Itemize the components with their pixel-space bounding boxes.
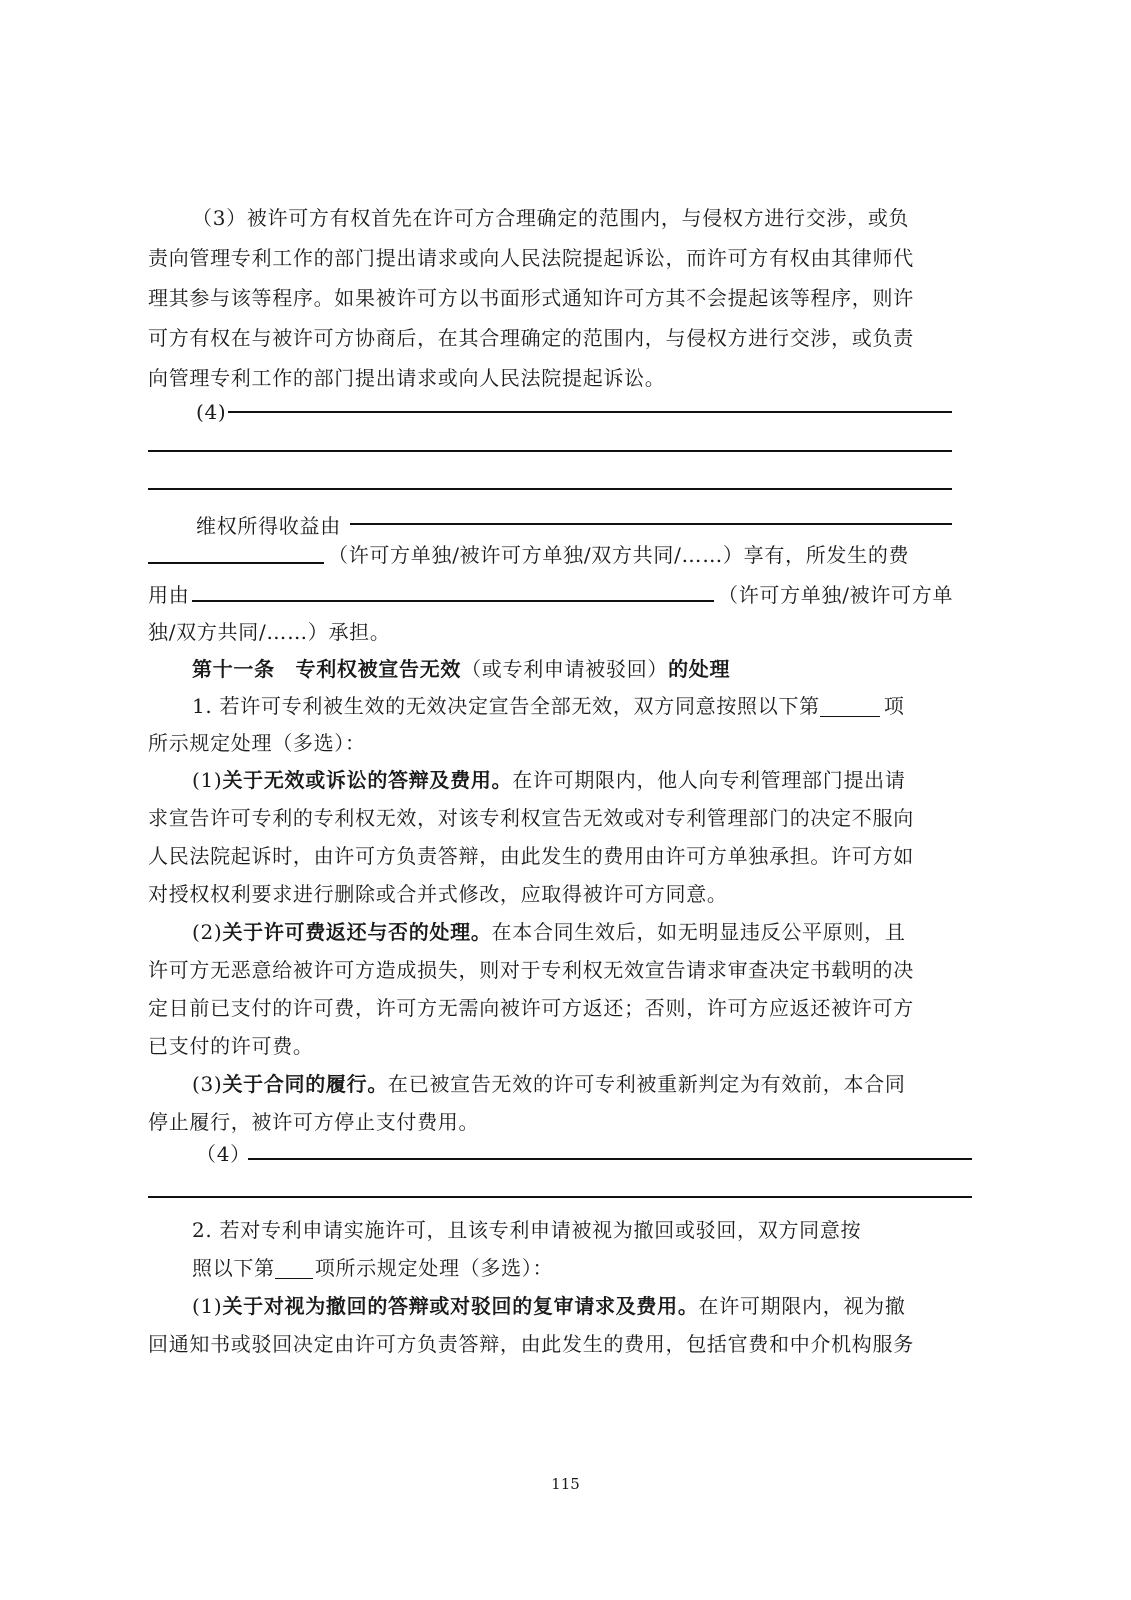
paragraph-line: 责向管理专利工作的部门提出请求或向人民法院提起诉讼，而许可方有权由其律师代 — [148, 246, 914, 270]
blank-line — [248, 1158, 972, 1160]
cost-prefix: 用由 — [148, 583, 190, 607]
heading-bold: 第十一条 专利权被宣告无效 — [192, 657, 462, 681]
sub-2-line — [192, 912, 906, 952]
paragraph-line: 已支付的许可费。 — [148, 1034, 314, 1058]
sub-1-line — [192, 760, 906, 800]
sub-3-line — [192, 1064, 906, 1104]
item-1-prefix: 1. 若许可专利被生效的无效决定宣告全部无效，双方同意按照以下第 — [192, 694, 820, 718]
article-11-heading — [192, 649, 730, 689]
blank-line — [148, 450, 952, 452]
item-2-line: 2. 若对专利申请实施许可，且该专利申请被视为撤回或驳回，双方同意按 — [192, 1218, 862, 1242]
paragraph-line: （3）被许可方有权首先在许可方合理确定的范围内，与侵权方进行交涉，或负 — [192, 206, 910, 230]
item-2-sub-1-line — [192, 1286, 906, 1326]
paragraph-line: 人民法院起诉时，由许可方负责答辩，由此发生的费用由许可方单独承担。许可方如 — [148, 844, 914, 868]
benefit-blank — [148, 562, 324, 564]
cost-options: （许可方单独/被许可方单 — [718, 583, 954, 607]
item-4-label: (4) — [196, 400, 227, 424]
item-1-suffix: 项 — [883, 694, 905, 718]
sub-4-label: （4） — [196, 1142, 251, 1166]
sub-3-bold: 关于合同的履行。 — [222, 1072, 389, 1096]
blank-line — [228, 411, 952, 413]
paragraph-line: 理其参与该等程序。如果被许可方以书面形式通知许可方其不会提起该等程序，则许 — [148, 286, 914, 310]
benefit-blank — [350, 523, 952, 525]
sub-3-label: (3) — [192, 1072, 223, 1096]
blank-line — [148, 488, 952, 490]
benefit-options: （许可方单独/被许可方单独/双方共同/……）享有，所发生的费 — [328, 543, 910, 567]
sub-1-text: 在许可期限内，他人向专利管理部门提出请 — [512, 768, 906, 792]
sub-1-bold: 关于无效或诉讼的答辩及费用。 — [222, 768, 513, 792]
heading-end: 的处理 — [668, 657, 731, 681]
paragraph-line: 向管理专利工作的部门提出请求或向人民法院提起诉讼。 — [148, 366, 666, 390]
item-1-blank — [820, 690, 880, 717]
sub-3-text: 在已被宣告无效的许可专利被重新判定为有效前，本合同 — [388, 1072, 906, 1096]
item-2-suffix: 项所示规定处理（多选）： — [314, 1256, 554, 1280]
item-2-sub-1-text: 在许可期限内，视为撤 — [698, 1294, 906, 1318]
sub-2-label: (2) — [192, 920, 223, 944]
item-2-line-2 — [192, 1248, 553, 1288]
item-1-line-2: 所示规定处理（多选）： — [148, 731, 366, 755]
item-1-line — [192, 686, 905, 726]
item-2-sub-1-bold: 关于对视为撤回的答辩或对驳回的复审请求及费用。 — [222, 1294, 699, 1318]
heading-normal: （或专利申请被驳回） — [461, 657, 669, 681]
item-2-sub-1-label: (1) — [192, 1294, 223, 1318]
paragraph-line: 回通知书或驳回决定由许可方负责答辩，由此发生的费用，包括官费和中介机构服务 — [148, 1332, 914, 1356]
cost-options-cont: 独/双方共同/……）承担。 — [148, 620, 391, 644]
paragraph-line: 可方有权在与被许可方协商后，在其合理确定的范围内，与侵权方进行交涉，或负责 — [148, 326, 914, 350]
cost-blank — [192, 600, 714, 602]
blank-line — [148, 1196, 972, 1198]
item-2-prefix: 照以下第 — [192, 1256, 275, 1280]
paragraph-line: 求宣告许可专利的专利权无效，对该专利权宣告无效或对专利管理部门的决定不服向 — [148, 806, 914, 830]
paragraph-line: 停止履行，被许可方停止支付费用。 — [148, 1110, 480, 1134]
paragraph-line: 对授权权利要求进行删除或合并式修改，应取得被许可方同意。 — [148, 882, 728, 906]
paragraph-line: 定日前已支付的许可费，许可方无需向被许可方返还；否则，许可方应返还被许可方 — [148, 996, 914, 1020]
sub-2-bold: 关于许可费返还与否的处理。 — [222, 920, 492, 944]
paragraph-line: 许可方无恶意给被许可方造成损失，则对于专利权无效宣告请求审查决定书载明的决 — [148, 958, 914, 982]
sub-2-text: 在本合同生效后，如无明显违反公平原则，且 — [491, 920, 906, 944]
benefit-prefix: 维权所得收益由 — [196, 514, 341, 538]
page-number: 115 — [551, 1475, 580, 1493]
sub-1-label: (1) — [192, 768, 223, 792]
item-2-blank — [275, 1252, 313, 1279]
